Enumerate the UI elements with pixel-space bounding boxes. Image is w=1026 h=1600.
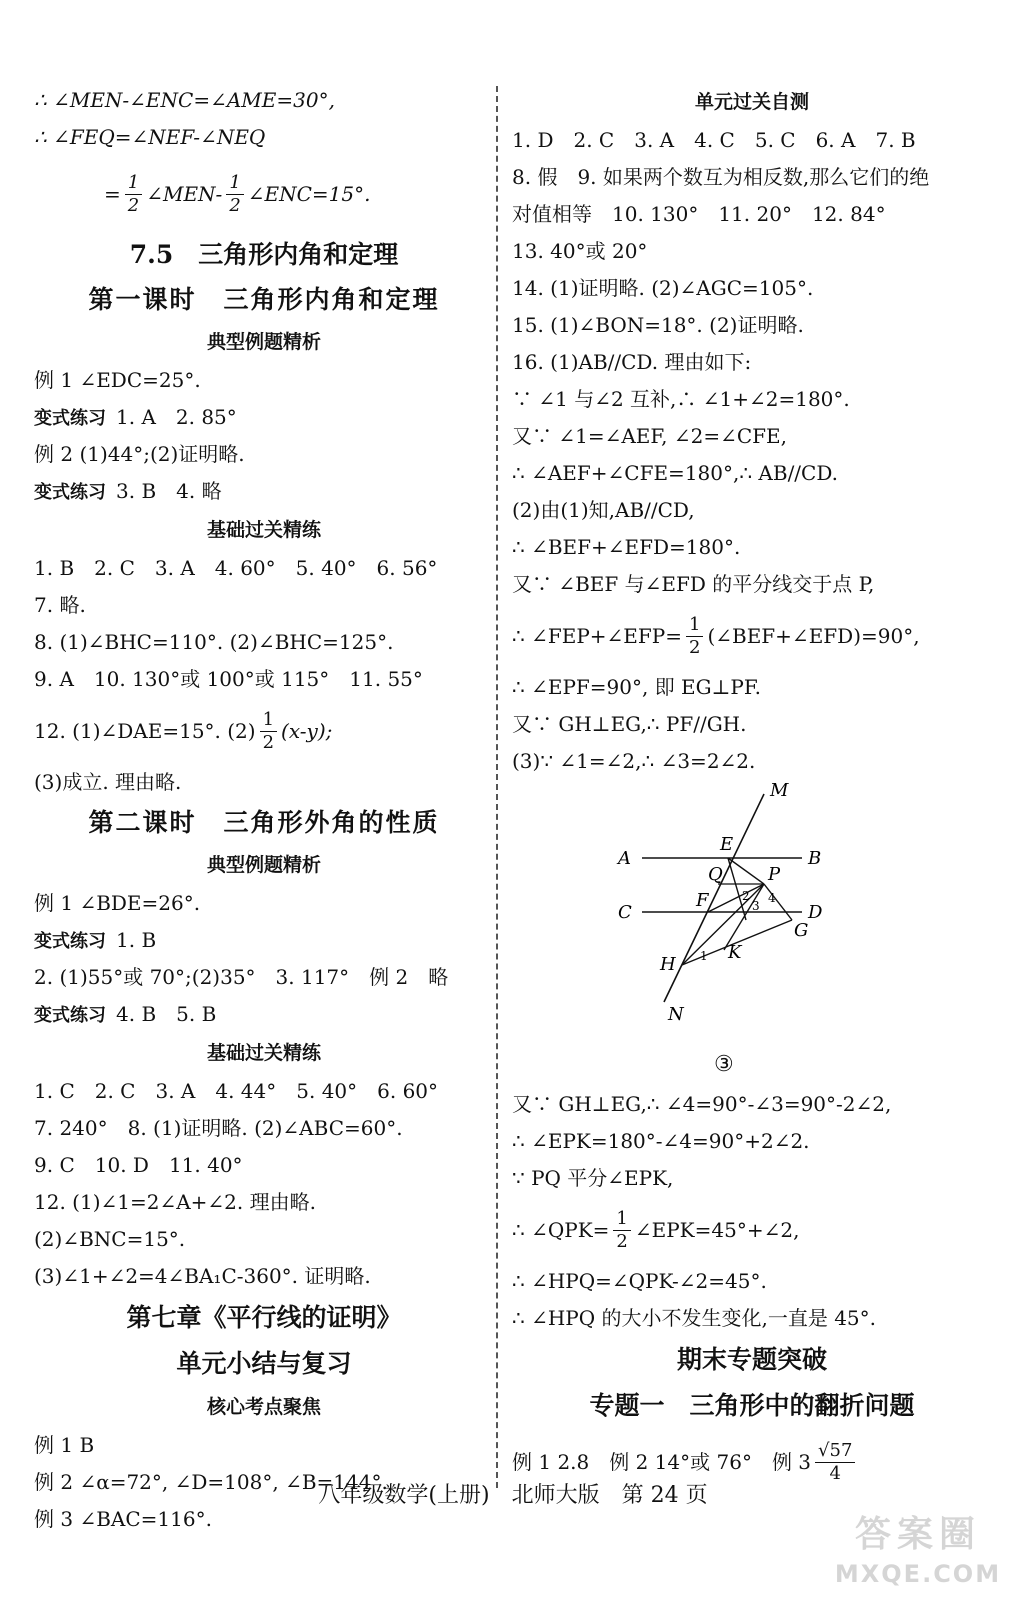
watermark-logo bbox=[818, 1512, 1018, 1596]
text-line: ∴ ∠MEN-∠ENC=∠AME=30°, bbox=[34, 88, 335, 112]
variant-label: 变式练习 bbox=[34, 1005, 106, 1026]
text-line: ∴ ∠HPQ 的大小不发生变化,一直是 45°. bbox=[512, 1306, 877, 1330]
text-line: 又∵ ∠1=∠AEF, ∠2=∠CFE, bbox=[512, 424, 788, 448]
text-line: 1. B 2. C 3. A 4. 60° 5. 40° 6. 56° bbox=[34, 556, 438, 580]
label-q: Q bbox=[708, 864, 723, 885]
subsection-title: 单元过关自测 bbox=[694, 91, 809, 113]
text-line: (2)由(1)知,AB//CD, bbox=[512, 498, 695, 522]
text-segment: ∴ ∠FEP+∠EFP= bbox=[512, 624, 682, 648]
text-segment: (x-y); bbox=[281, 719, 333, 743]
text-segment: 例 1 2.8 例 2 14°或 76° 例 3 bbox=[512, 1450, 812, 1474]
label-d: D bbox=[808, 902, 823, 923]
fraction-denominator: 2 bbox=[688, 636, 701, 658]
text-segment: ∠ENC=15°. bbox=[247, 182, 371, 206]
text-line bbox=[34, 996, 494, 1033]
text-line: 又∵ GH⊥EG,∴ ∠4=90°-∠3=90°-2∠2, bbox=[512, 1092, 892, 1116]
fraction bbox=[613, 1208, 630, 1253]
text-line bbox=[34, 473, 494, 510]
label-p: P bbox=[768, 864, 781, 885]
text-line: 16. (1)AB//CD. 理由如下: bbox=[512, 350, 752, 374]
text-line: 13. 40°或 20° bbox=[512, 239, 648, 263]
fraction bbox=[260, 709, 277, 754]
text-segment: 4. B 5. B bbox=[116, 1002, 217, 1026]
text-line: 例 2 (1)44°;(2)证明略. bbox=[34, 442, 245, 466]
text-line: 例 1 ∠BDE=26°. bbox=[34, 891, 201, 915]
label-n: N bbox=[668, 1004, 684, 1025]
text-line: 1. D 2. C 3. A 4. C 5. C 6. A 7. B bbox=[512, 128, 916, 152]
fraction bbox=[125, 172, 142, 217]
angle-label-3: 3 bbox=[752, 899, 760, 913]
fraction-numerator: √57 bbox=[815, 1440, 855, 1463]
text-segment: ∠MEN- bbox=[146, 182, 223, 206]
text-line: ∵ PQ 平分∠EPK, bbox=[512, 1166, 674, 1190]
right-column bbox=[512, 82, 992, 1495]
fraction-numerator: 1 bbox=[226, 172, 243, 195]
final-section-title: 期末专题突破 bbox=[676, 1345, 827, 1374]
angle-label-2: 2 bbox=[742, 889, 750, 903]
text-line: ∴ ∠AEF+∠CFE=180°,∴ AB//CD. bbox=[512, 461, 839, 485]
lesson-title: 第二课时 三角形外角的性质 bbox=[88, 808, 440, 837]
text-line: ∴ ∠FEQ=∠NEF-∠NEQ bbox=[34, 125, 266, 149]
angle-label-1: 1 bbox=[700, 949, 708, 963]
text-line: ∴ ∠EPK=180°-∠4=90°+2∠2. bbox=[512, 1129, 810, 1153]
text-line: 2. (1)55°或 70°;(2)35° 3. 117° 例 2 略 bbox=[34, 965, 449, 989]
label-h: H bbox=[660, 954, 676, 975]
label-g: G bbox=[794, 920, 809, 941]
text-line: 9. C 10. D 11. 40° bbox=[34, 1153, 243, 1177]
segment-ep bbox=[728, 858, 764, 884]
text-line: 7. 略. bbox=[34, 593, 86, 617]
text-line: 例 2 ∠α=72°, ∠D=108°, ∠B=144°. bbox=[34, 1470, 388, 1494]
text-line: ∴ ∠BEF+∠EFD=180°. bbox=[512, 535, 741, 559]
formula-line bbox=[34, 698, 494, 764]
topic-title: 专题一 三角形中的翻折问题 bbox=[589, 1391, 915, 1420]
text-line: ∵ ∠1 与∠2 互补,∴ ∠1+∠2=180°. bbox=[512, 387, 850, 411]
fraction-denominator: 2 bbox=[616, 1230, 628, 1252]
label-a: A bbox=[618, 848, 631, 869]
label-e: E bbox=[720, 834, 734, 855]
variant-label: 变式练习 bbox=[34, 931, 106, 952]
variant-label: 变式练习 bbox=[34, 482, 106, 503]
fraction-numerator: 1 bbox=[613, 1208, 630, 1231]
text-segment: = bbox=[104, 182, 121, 206]
fraction-numerator: 1 bbox=[260, 709, 277, 732]
subsection-title: 典型例题精析 bbox=[206, 331, 321, 353]
text-line: (2)∠BNC=15°. bbox=[34, 1227, 186, 1251]
text-line: ∴ ∠EPF=90°, 即 EG⊥PF. bbox=[512, 675, 762, 699]
page-footer: 八年级数学(上册) 北师大版 第 24 页 bbox=[318, 1483, 708, 1508]
text-segment: 3. B 4. 略 bbox=[116, 479, 222, 503]
formula-line bbox=[512, 603, 992, 669]
watermark-bottom: MXQE.COM bbox=[834, 1560, 1002, 1588]
chapter-title: 第七章《平行线的证明》 bbox=[126, 1303, 402, 1332]
fraction-denominator: 2 bbox=[262, 731, 275, 753]
left-column bbox=[34, 82, 494, 1538]
subsection-title: 基础过关精练 bbox=[206, 519, 321, 541]
text-line: (3)∠1+∠2=4∠BA₁C-360°. 证明略. bbox=[34, 1264, 371, 1288]
text-line: (3)∵ ∠1=∠2,∴ ∠3=2∠2. bbox=[512, 749, 756, 773]
label-m: M bbox=[770, 780, 789, 801]
text-line: 9. A 10. 130°或 100°或 115° 11. 55° bbox=[34, 667, 423, 691]
text-line: 1. C 2. C 3. A 4. 44° 5. 40° 6. 60° bbox=[34, 1079, 439, 1103]
text-segment: ∴ ∠QPK= bbox=[512, 1218, 610, 1242]
fraction bbox=[226, 172, 243, 217]
geometry-figure bbox=[612, 780, 872, 1070]
text-line bbox=[34, 399, 494, 436]
fraction-denominator: 4 bbox=[829, 1462, 841, 1484]
label-k: K bbox=[728, 942, 742, 963]
text-line bbox=[34, 922, 494, 959]
text-line: 又∵ ∠BEF 与∠EFD 的平分线交于点 P, bbox=[512, 572, 875, 596]
geometry-diagram bbox=[612, 780, 872, 1070]
label-f: F bbox=[696, 890, 709, 911]
text-segment: 12. (1)∠DAE=15°. (2) bbox=[34, 719, 256, 743]
watermark-top: 答案圈 bbox=[854, 1514, 981, 1555]
text-line: 8. 假 9. 如果两个数互为相反数,那么它们的绝 bbox=[512, 165, 930, 189]
fraction-numerator: 1 bbox=[686, 614, 703, 637]
column-divider bbox=[496, 86, 498, 1488]
text-segment: ∠EPK=45°+∠2, bbox=[634, 1218, 800, 1242]
angle-label-4: 4 bbox=[768, 891, 776, 905]
fraction-denominator: 2 bbox=[127, 194, 140, 216]
text-segment: (∠BEF+∠EFD)=90°, bbox=[707, 624, 920, 648]
text-line: 15. (1)∠BON=18°. (2)证明略. bbox=[512, 313, 804, 337]
fraction bbox=[686, 614, 703, 659]
subsection-title: 典型例题精析 bbox=[206, 854, 321, 876]
text-line: 8. (1)∠BHC=110°. (2)∠BHC=125°. bbox=[34, 630, 394, 654]
text-segment: 1. A 2. 85° bbox=[116, 405, 237, 429]
text-line: 对值相等 10. 130° 11. 20° 12. 84° bbox=[512, 202, 886, 226]
label-b: B bbox=[808, 848, 822, 869]
text-line: ∴ ∠HPQ=∠QPK-∠2=45°. bbox=[512, 1269, 767, 1293]
formula-line bbox=[34, 156, 494, 232]
text-line: 12. (1)∠1=2∠A+∠2. 理由略. bbox=[34, 1190, 316, 1214]
label-c: C bbox=[618, 902, 632, 923]
subsection-title: 基础过关精练 bbox=[206, 1042, 321, 1064]
text-line: 例 3 ∠BAC=116°. bbox=[34, 1507, 212, 1531]
figure-caption: ③ bbox=[714, 1052, 734, 1077]
formula-line bbox=[512, 1197, 992, 1263]
text-line: (3)成立. 理由略. bbox=[34, 770, 182, 794]
text-line: 又∵ GH⊥EG,∴ PF//GH. bbox=[512, 712, 747, 736]
text-line: 7. 240° 8. (1)证明略. (2)∠ABC=60°. bbox=[34, 1116, 403, 1140]
text-line: 例 1 ∠EDC=25°. bbox=[34, 368, 201, 392]
text-line: 14. (1)证明略. (2)∠AGC=105°. bbox=[512, 276, 814, 300]
text-segment: 1. B bbox=[116, 928, 157, 952]
segment-hp bbox=[682, 884, 764, 965]
variant-label: 变式练习 bbox=[34, 408, 106, 429]
fraction-numerator: 1 bbox=[125, 172, 142, 195]
subsection-title: 核心考点聚焦 bbox=[206, 1396, 321, 1418]
lesson-title: 第一课时 三角形内角和定理 bbox=[88, 285, 440, 314]
section-title: 7.5 三角形内角和定理 bbox=[129, 240, 399, 269]
text-line: 例 1 B bbox=[34, 1433, 95, 1457]
fraction-denominator: 2 bbox=[229, 194, 241, 216]
review-title: 单元小结与复习 bbox=[176, 1349, 352, 1378]
